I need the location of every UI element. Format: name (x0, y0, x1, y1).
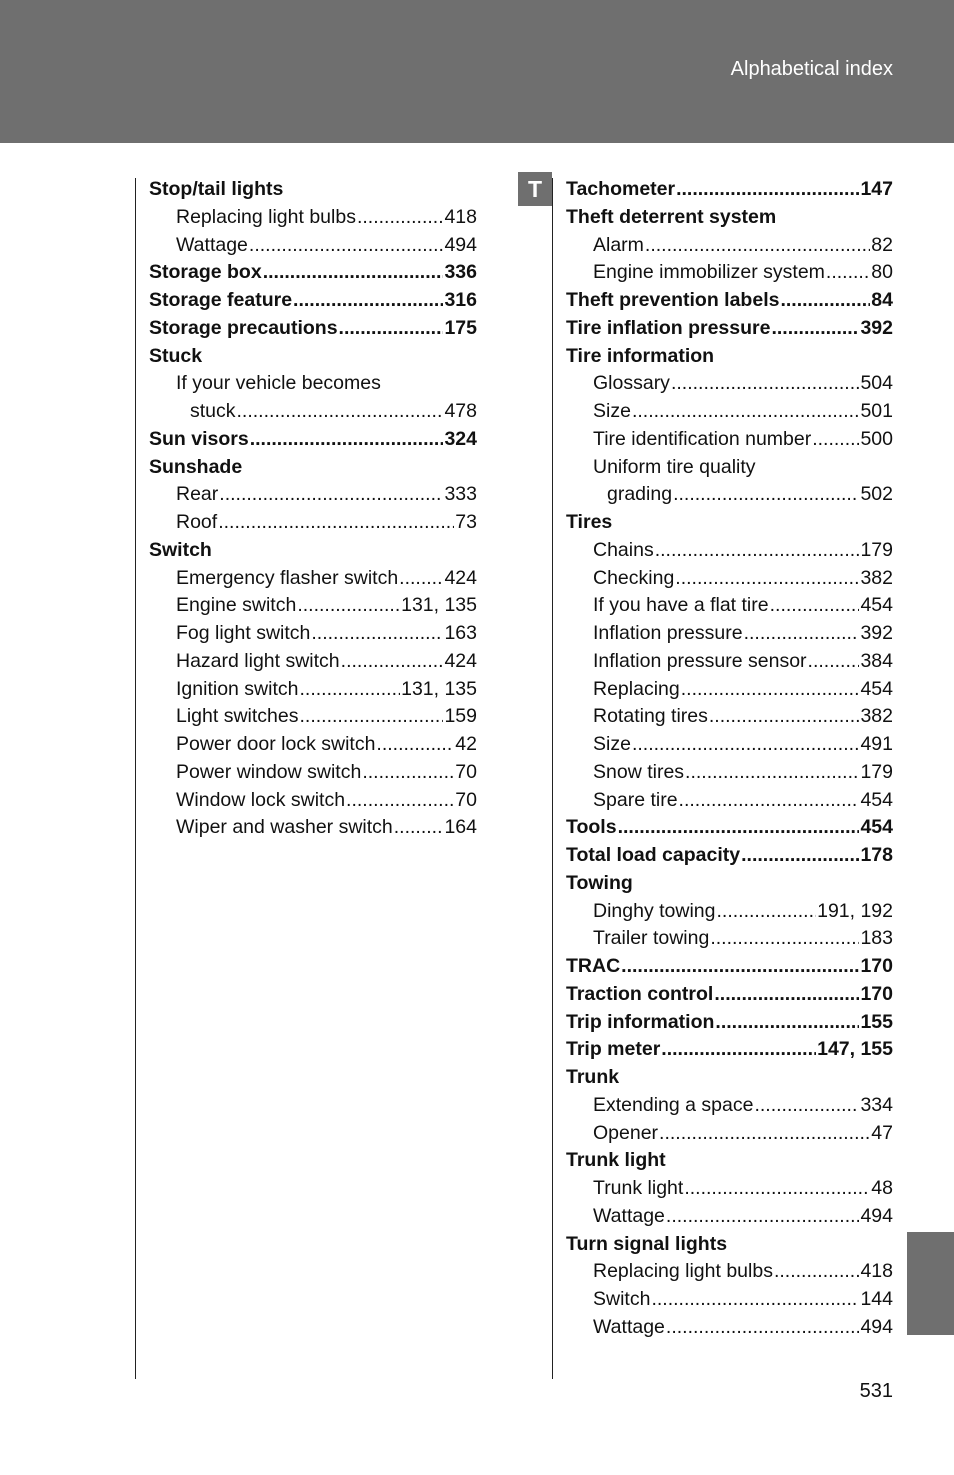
index-entry-term: Tools (566, 816, 617, 839)
index-entry (566, 592, 893, 620)
dot-leader (651, 1286, 859, 1314)
index-entry (566, 620, 893, 648)
index-entry-term: Power window switch (176, 760, 362, 783)
index-entry-term: Storage box (149, 261, 262, 284)
dot-leader (357, 204, 444, 232)
dot-leader (632, 398, 860, 426)
dot-leader (661, 1036, 816, 1064)
index-entry-term: Inflation pressure sensor (593, 649, 807, 672)
index-entry (149, 315, 477, 343)
index-entry (149, 204, 477, 232)
index-column-left (149, 176, 477, 842)
dot-leader (376, 731, 454, 759)
index-entry-page: 478 (444, 400, 477, 422)
index-entry-page: 73 (455, 511, 477, 533)
index-entry (566, 953, 893, 981)
index-entry-term: Replacing light bulbs (176, 205, 356, 228)
index-entry-term: Theft deterrent system (566, 205, 777, 228)
index-entry-page: 333 (444, 483, 477, 506)
index-entry (566, 1092, 893, 1120)
header-title: Alphabetical index (730, 58, 893, 80)
index-entry (566, 481, 893, 509)
index-entry (149, 759, 477, 787)
dot-leader (675, 565, 859, 593)
index-entry-term: Power door lock switch (176, 733, 376, 755)
dot-leader (362, 759, 454, 787)
index-entry-page: 382 (860, 705, 893, 728)
index-entry-page: 454 (860, 677, 893, 700)
index-entry-term: Alarm (593, 233, 644, 256)
dot-leader (826, 259, 870, 287)
index-entry-page: 170 (860, 955, 893, 977)
index-entry (566, 1286, 893, 1314)
index-entry (149, 232, 477, 260)
dot-leader (716, 898, 816, 926)
dot-leader (774, 1258, 860, 1286)
left-column-rule (135, 178, 136, 1379)
index-entry-term: Opener (593, 1121, 659, 1144)
index-entry-term: Checking (593, 566, 675, 589)
index-entry-term: grading (607, 483, 673, 506)
index-entry-term: Hazard light switch (176, 649, 340, 672)
index-entry-page: 84 (871, 289, 893, 311)
index-entry-term: Replacing (593, 677, 680, 700)
index-entry-page: 454 (860, 816, 893, 839)
index-entry-page: 170 (860, 982, 893, 1005)
index-entry (566, 787, 893, 815)
dot-leader (250, 426, 444, 454)
index-entry-page: 392 (860, 622, 893, 644)
index-entry-page: 147, 155 (817, 1038, 893, 1061)
index-entry-page: 502 (860, 483, 893, 506)
index-entry (566, 1064, 893, 1092)
index-entry-page: 334 (860, 1093, 893, 1116)
dot-leader (645, 232, 870, 260)
index-entry-page: 147 (860, 178, 893, 200)
index-entry-page: 454 (860, 788, 893, 811)
index-entry-page: 454 (860, 594, 893, 617)
index-entry (566, 925, 893, 953)
dot-leader (812, 426, 859, 454)
index-entry-page: 494 (860, 1204, 893, 1227)
index-entry-term: Tires (566, 511, 613, 533)
index-entry-page: 163 (444, 622, 477, 644)
index-entry-term: Snow tires (593, 760, 685, 783)
index-entry-term: Uniform tire quality (593, 455, 756, 478)
dot-leader (671, 370, 860, 398)
index-entry (149, 509, 477, 537)
index-entry-term: Extending a space (593, 1093, 754, 1116)
index-entry-term: TRAC (566, 955, 621, 977)
dot-leader (710, 925, 859, 953)
index-entry-term: Light switches (176, 705, 299, 728)
dot-leader (741, 842, 859, 870)
index-entry-page: 47 (871, 1121, 893, 1144)
index-entry (149, 703, 477, 731)
index-entry-term: Tachometer (566, 178, 676, 200)
index-entry-term: Trunk light (593, 1177, 684, 1199)
index-entry-term: Engine switch (176, 594, 297, 617)
index-column-right (566, 176, 893, 1342)
index-entry-term: Wattage (593, 1204, 665, 1227)
index-entry-page: 418 (860, 1260, 893, 1283)
index-entry (566, 204, 893, 232)
dot-leader (715, 1009, 859, 1037)
index-entry (149, 537, 477, 565)
index-entry-term: Trip meter (566, 1038, 661, 1061)
index-entry-page: 336 (444, 261, 477, 284)
dot-leader (780, 287, 870, 315)
index-entry (149, 481, 477, 509)
dot-leader (263, 259, 444, 287)
index-entry-term: Fog light switch (176, 622, 311, 644)
index-entry (566, 426, 893, 454)
index-entry (566, 176, 893, 204)
index-entry-page: 316 (444, 289, 477, 311)
index-entry-term: Roof (176, 511, 218, 533)
index-entry-page: 178 (860, 844, 893, 866)
index-entry (566, 1147, 893, 1175)
dot-leader (684, 1175, 870, 1203)
index-entry-term: Wattage (176, 233, 248, 256)
index-entry-page: 131, 135 (401, 594, 477, 617)
index-entry-term: Rear (176, 483, 219, 506)
index-entry-term: Inflation pressure (593, 622, 743, 644)
index-entry (566, 509, 893, 537)
index-entry-page: 82 (871, 233, 893, 256)
dot-leader (808, 648, 860, 676)
dot-leader (714, 981, 859, 1009)
dot-leader (311, 620, 443, 648)
index-entry-term: Turn signal lights (566, 1232, 728, 1255)
dot-leader (621, 953, 859, 981)
index-entry (149, 731, 477, 759)
index-entry-page: 504 (860, 372, 893, 395)
dot-leader (681, 676, 860, 704)
index-entry-page: 144 (860, 1288, 893, 1310)
index-entry (566, 565, 893, 593)
index-entry-term: Total load capacity (566, 844, 741, 866)
index-entry-term: If you have a flat tire (593, 594, 769, 617)
index-entry (149, 287, 477, 315)
index-entry (149, 565, 477, 593)
index-entry-page: 164 (444, 816, 477, 839)
dot-leader (676, 176, 859, 204)
dot-leader (685, 759, 859, 787)
index-entry-page: 159 (444, 705, 477, 728)
index-entry (149, 592, 477, 620)
index-entry-term: Tire inflation pressure (566, 316, 771, 339)
index-entry-term: Spare tire (593, 788, 678, 811)
index-entry (566, 703, 893, 731)
index-entry-term: Storage precautions (149, 316, 338, 339)
index-entry-page: 70 (455, 760, 477, 783)
index-entry (566, 1258, 893, 1286)
index-entry-term: Switch (593, 1288, 651, 1310)
index-entry-page: 494 (860, 1315, 893, 1338)
index-entry-term: Stop/tail lights (149, 178, 284, 200)
dot-leader (339, 315, 444, 343)
index-entry (566, 1120, 893, 1148)
index-entry-term: Switch (149, 538, 212, 561)
dot-leader (346, 787, 454, 815)
page-number: 531 (859, 1380, 893, 1402)
index-entry (566, 343, 893, 371)
page-header (0, 0, 954, 143)
index-entry (566, 1175, 893, 1203)
index-entry-term: Tire identification number (593, 427, 812, 450)
dot-leader (655, 537, 860, 565)
dot-leader (709, 703, 860, 731)
index-entry-term: Ignition switch (176, 677, 299, 700)
index-entry-term: Trunk (566, 1066, 620, 1088)
middle-column-rule (552, 178, 553, 1379)
dot-leader (632, 731, 860, 759)
section-letter-tab: T (518, 172, 552, 206)
index-entry-page: 179 (860, 538, 893, 561)
dot-leader (219, 481, 443, 509)
index-entry (566, 1203, 893, 1231)
index-entry (149, 370, 477, 398)
index-entry-page: 382 (860, 566, 893, 589)
dot-leader (673, 481, 859, 509)
index-entry-page: 424 (444, 649, 477, 672)
index-entry (566, 759, 893, 787)
index-entry-term: Theft prevention labels (566, 289, 780, 311)
index-entry-term: Size (593, 733, 631, 755)
index-entry-term: Size (593, 400, 631, 422)
index-entry-term: Chains (593, 538, 654, 561)
index-entry-page: 500 (860, 427, 893, 450)
index-entry-term: stuck (190, 400, 236, 422)
index-entry (566, 676, 893, 704)
index-entry (566, 1036, 893, 1064)
index-entry-page: 70 (455, 788, 477, 811)
dot-leader (237, 398, 444, 426)
index-entry (149, 620, 477, 648)
index-entry (566, 870, 893, 898)
index-entry (149, 676, 477, 704)
index-entry-page: 131, 135 (401, 677, 477, 700)
index-entry-page: 175 (444, 316, 477, 339)
index-entry-term: Traction control (566, 982, 714, 1005)
index-entry (566, 648, 893, 676)
index-entry (566, 731, 893, 759)
index-entry-term: Wattage (593, 1315, 665, 1338)
index-entry-term: Glossary (593, 372, 670, 395)
index-entry (149, 426, 477, 454)
index-entry (566, 398, 893, 426)
index-entry (566, 1314, 893, 1342)
index-entry-term: Dinghy towing (593, 899, 716, 922)
index-entry (149, 398, 477, 426)
index-entry-term: Wiper and washer switch (176, 816, 393, 839)
dot-leader (666, 1314, 860, 1342)
index-entry-page: 48 (871, 1177, 893, 1199)
index-entry-term: Trip information (566, 1010, 715, 1033)
index-entry-term: Sunshade (149, 455, 243, 478)
dot-leader (744, 620, 860, 648)
dot-leader (299, 703, 443, 731)
index-entry (149, 176, 477, 204)
index-entry (566, 537, 893, 565)
index-entry-term: Sun visors (149, 427, 249, 450)
index-entry (149, 814, 477, 842)
dot-leader (394, 814, 444, 842)
index-entry (149, 648, 477, 676)
index-entry-term: Trunk light (566, 1149, 666, 1172)
index-entry (566, 370, 893, 398)
index-entry (566, 842, 893, 870)
dot-leader (679, 787, 860, 815)
index-entry (149, 259, 477, 287)
dot-leader (659, 1120, 870, 1148)
index-entry-page: 191, 192 (817, 899, 893, 922)
index-entry-page: 491 (860, 733, 893, 755)
index-entry-page: 418 (444, 205, 477, 228)
chapter-thumb-tab (907, 1232, 954, 1335)
index-entry-term: If your vehicle becomes (176, 372, 381, 395)
index-entry (566, 814, 893, 842)
index-entry (566, 454, 893, 482)
index-entry (149, 343, 477, 371)
dot-leader (666, 1203, 860, 1231)
index-entry-term: Replacing light bulbs (593, 1260, 773, 1283)
dot-leader (341, 648, 444, 676)
index-entry-page: 392 (860, 316, 893, 339)
index-entry-page: 42 (455, 733, 477, 755)
dot-leader (299, 676, 400, 704)
index-entry-page: 183 (860, 927, 893, 950)
index-entry-page: 324 (444, 427, 477, 450)
index-entry-term: Window lock switch (176, 788, 346, 811)
index-entry-page: 424 (444, 566, 477, 589)
index-entry-page: 155 (860, 1010, 893, 1033)
dot-leader (754, 1092, 859, 1120)
dot-leader (218, 509, 454, 537)
dot-leader (293, 287, 443, 315)
index-entry-term: Emergency flasher switch (176, 566, 399, 589)
index-entry-term: Rotating tires (593, 705, 708, 728)
index-entry-page: 384 (860, 649, 893, 672)
index-entry-term: Stuck (149, 344, 203, 367)
index-entry (149, 787, 477, 815)
dot-leader (249, 232, 444, 260)
index-entry-term: Trailer towing (593, 927, 710, 950)
index-entry (566, 259, 893, 287)
dot-leader (770, 592, 860, 620)
index-entry (566, 1231, 893, 1259)
dot-leader (771, 315, 859, 343)
dot-leader (297, 592, 400, 620)
dot-leader (618, 814, 860, 842)
index-entry (566, 1009, 893, 1037)
index-entry (566, 315, 893, 343)
index-entry (566, 287, 893, 315)
index-entry (149, 454, 477, 482)
index-entry-term: Tire information (566, 344, 715, 367)
index-entry-page: 501 (860, 400, 893, 422)
index-entry (566, 898, 893, 926)
index-entry-term: Engine immobilizer system (593, 261, 825, 284)
index-entry-term: Storage feature (149, 289, 293, 311)
dot-leader (399, 565, 443, 593)
index-entry-page: 179 (860, 760, 893, 783)
index-entry-page: 80 (871, 261, 893, 284)
index-entry (566, 232, 893, 260)
index-entry-term: Towing (566, 871, 633, 894)
index-entry-page: 494 (444, 233, 477, 256)
index-entry (566, 981, 893, 1009)
